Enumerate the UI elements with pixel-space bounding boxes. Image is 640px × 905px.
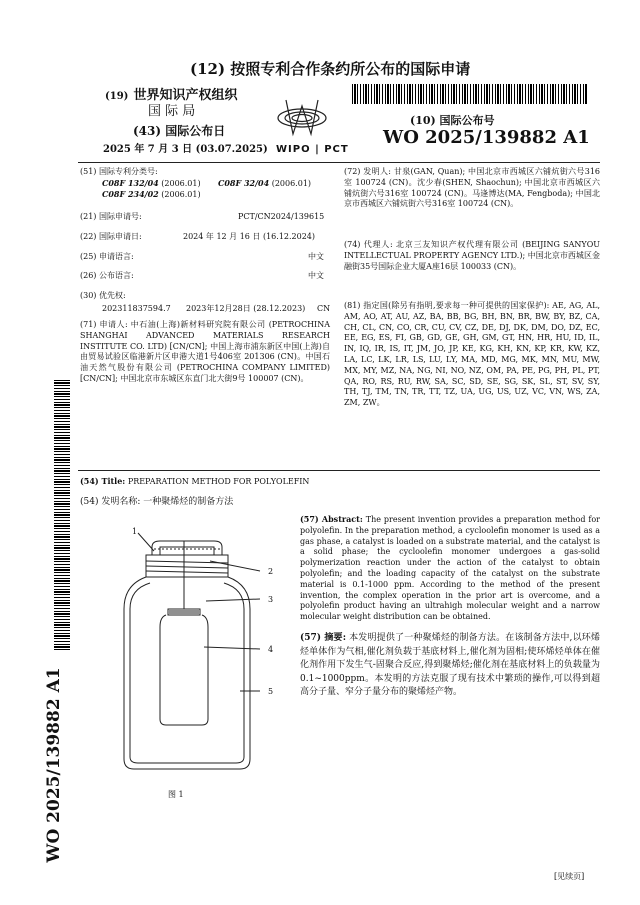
filing-date-label: (22) 国际申请日: (80, 232, 142, 241)
filing-lang-value: 中文 (308, 252, 324, 261)
figure-label-3: 3 (268, 595, 274, 604)
figure-label-5: 5 (268, 687, 274, 696)
priority-number: 202311837594.7 (102, 304, 171, 313)
app-no-value: PCT/CN2024/139615 (238, 212, 325, 221)
publication-kind-line: (12) 按照专利合作条约所公布的国际申请 (190, 60, 471, 78)
figure-caption: 图 1 (168, 790, 184, 799)
pub-number-label: (10) 国际公布号 (410, 114, 495, 127)
side-pub-number: WO 2025/139882 A1 (44, 667, 64, 863)
pub-number: WO 2025/139882 A1 (383, 127, 590, 148)
ipc-label: (51) 国际专利分类号: (80, 167, 158, 176)
abstract-cn: (57) 摘要: 本发明提供了一种聚烯烃的制备方法。在该制备方法中,以环烯烃单体作为气相,催化剂负载于基底材料上,催化剂为固相;使环烯烃单体在催化剂作用下发生气-固聚合反应,得到聚烯烃;催化剂在基底材料上的负载量为0.1~1000ppm。本发明的方法克服了现有技术中繁琐的操作,可以得到超高分子量、窄分子量分布的聚烯烃产物。 (300, 633, 600, 697)
designated-states-block: (81) 指定国(除另有指明,要求每一种可提供的国家保护): AE, AG, AL, AM, AO, AT, AU, AZ, BA, BB, BG, BH, BN, BR, BW, BY, BZ, CA, CH, CL, CN, CO, CR, CU, CV, CZ, DE, DJ, DK, DM, DO, DZ, EC, EE, EG, ES, FI, GB, GD, GE, GH, GM, GT, HN, HR, HU, ID, IL, IN, IQ, IR, IS, IT, JM, JO, JP, KE, KG, KH, KN, KP, KR, KW, KZ, LA, LC, LK, LR, LS, LU, LY, MA, MD, MG, MK, MN, MU, MW, MX, MY, MZ, NA, NG, NI, NO, NZ, OM, PA, PE, PG, PH, PL, PT, QA, RO, RS, RU, RW, SA, SC, SD, SE, SG, SK, SL, ST, SV, SY, TH, TJ, TM, TN, TR, TT, TZ, UA, UG, US, UZ, VC, VN, WS, ZA, ZM, ZW。 (344, 301, 600, 408)
filing-lang-label: (25) 申请语言: (80, 252, 134, 261)
biblio-divider (78, 470, 600, 471)
pub-lang-label: (26) 公布语言: (80, 271, 134, 280)
figure-label-1: 1 (132, 527, 138, 536)
app-no-label: (21) 国际申请号: (80, 212, 142, 221)
filing-date-value: 2024 年 12 月 16 日 (16.12.2024) (183, 232, 316, 241)
continued-note: [见续页] (554, 872, 585, 881)
header-divider (78, 162, 600, 163)
org-name: 世界知识产权组织 (133, 88, 238, 103)
figure-label-2: 2 (268, 567, 274, 576)
ipc-line-3: C08F 234/02 (2006.01) (102, 189, 201, 199)
applicant-block: (71) 申请人: 中石油(上海)新材料研究院有限公司 (PETROCHINA SHANGHAI ADVANCED MATERIALS RESEARCH INSTITUTE CO. LTD) [CN/CN]; 中国上海市浦东新区中国(上海)自由贸易试验区临港新片区申港大道1号406室 201306 (CN)。中国石油天然气股份有限公司 (PETROCHINA COMPANY LIMITED) [CN/CN]; 中国北京市东城区东直门北大街9号 100007 (CN)。 (80, 320, 330, 383)
pub-date-value: 2025 年 7 月 3 日 (03.07.2025) (103, 144, 268, 155)
ipc-line-1: C08F 132/04 (2006.01) (102, 178, 201, 188)
ipc-line-2: C08F 32/04 (2006.01) (218, 178, 312, 188)
priority-label: (30) 优先权: (80, 291, 126, 300)
pub-lang-value: 中文 (308, 271, 324, 280)
title-en: (54) Title: PREPARATION METHOD FOR POLYOLEFIN (80, 476, 310, 486)
priority-date: 2023年12月28日 (28.12.2023) (186, 304, 306, 313)
pub-date-label: (43) 国际公布日 (133, 124, 226, 138)
org-sub: 国 际 局 (148, 104, 196, 119)
org-code: (19) (105, 91, 129, 102)
top-barcode (352, 84, 588, 104)
agent-block: (74) 代理人: 北京三友知识产权代理有限公司 (BEIJING SANYOU INTELLECTUAL PROPERTY AGENCY LTD.); 中国北京市西城区金融街35号国际企业大厦A座16层 100033 (CN)。 (344, 240, 600, 271)
title-cn: (54) 发明名称: 一种聚烯烃的制备方法 (80, 497, 234, 507)
inventor-block: (72) 发明人: 甘泉(GAN, Quan); 中国北京市西城区六铺炕街六号316室 100724 (CN)。沈少春(SHEN, Shaochun); 中国北京市西城区六铺炕街六号316室 100724 (CN)。马逢博达(MA, Fengboda); 中国北京市西城区六铺炕街六号316室 100724 (CN)。 (344, 167, 600, 209)
figure-label-4: 4 (268, 645, 274, 654)
figure-1-drawing (110, 525, 290, 775)
abstract-en: (57) Abstract: The present invention provides a preparation method for polyolefin. In the preparation method, a cycloolefin monomer is used as a gas phase, a catalyst is loaded on a substrate material, and the catalyst is a solid phase; the cycloolefin monomer undergoes a gas-solid polymerization reaction under the action of the catalyst to obtain polyolefin; and the loading capacity of the catalyst on the substrate material is 0.1-1000 ppm. According to the method of the present invention, the complex operation in the prior art is overcome, and a polyolefin product having an ultrahigh molecular weight and a narrow molecular weight distribution can be obtained. (300, 514, 601, 622)
wipo-office (105, 84, 265, 120)
priority-country: CN (317, 304, 331, 313)
side-barcode (54, 380, 70, 650)
wipo-pct-wordmark: WIPO | PCT (276, 144, 349, 155)
wipo-logo-icon (276, 96, 328, 140)
